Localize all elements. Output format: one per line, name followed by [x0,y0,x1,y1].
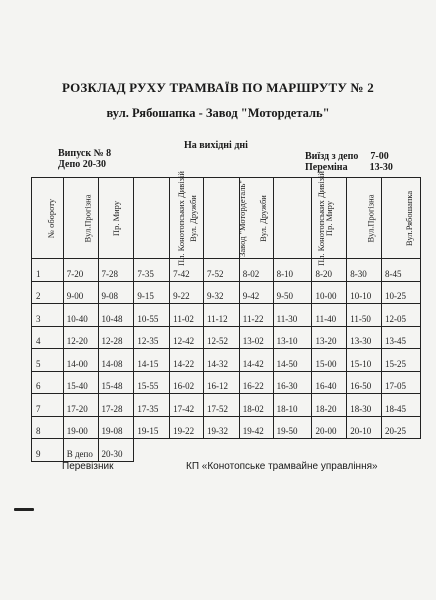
time-cell: 11-30 [273,304,312,327]
time-cell: 8-45 [382,259,421,282]
time-cell: 18-30 [347,394,382,417]
empty-cell [312,439,347,462]
time-cell: 7-35 [134,259,170,282]
time-cell: 10-10 [347,281,382,304]
time-cell: 16-40 [312,371,347,394]
empty-cell [239,439,273,462]
time-cell: 17-35 [134,394,170,417]
time-cell: 7-20 [63,259,98,282]
column-header [170,178,204,259]
time-cell: 20-00 [312,416,347,439]
table-row [32,259,421,282]
time-cell: 9-15 [134,281,170,304]
release-number: Випуск № 8 [58,148,112,159]
time-cell: 15-10 [347,349,382,372]
trip-number-cell: 4 [32,326,64,349]
time-cell: 13-45 [382,326,421,349]
time-cell: 19-15 [134,416,170,439]
time-cell: 9-22 [170,281,204,304]
empty-cell [273,439,312,462]
time-cell: 16-22 [239,371,273,394]
column-header-label: Вул. Дружби [187,195,198,242]
time-cell: 13-30 [347,326,382,349]
shift-change-label: Переміна [305,162,348,173]
column-header [203,178,247,259]
time-cell: 8-30 [347,259,382,282]
depot-exit-time: 7-00 [370,151,389,162]
column-header [32,178,64,259]
time-cell: 14-08 [98,349,134,372]
table-row [32,371,421,394]
time-cell: 12-52 [203,326,239,349]
column-header-label: Вул.Прогізна [365,194,376,243]
table-row [32,394,421,417]
time-cell: 17-42 [170,394,204,417]
column-header-label: Пр. Миру [110,200,121,237]
empty-cell [170,439,204,462]
release-depot: Депо 20-30 [58,159,107,170]
empty-cell [134,439,170,462]
empty-cell [382,439,421,462]
table-row [32,281,421,304]
time-cell: 10-25 [382,281,421,304]
time-cell: 9-32 [203,281,239,304]
column-header [273,171,326,266]
time-cell: 12-20 [63,326,98,349]
time-cell: 18-45 [382,394,421,417]
time-cell: 19-32 [203,416,239,439]
carrier-label: Перевізник [62,461,114,472]
time-cell: 16-02 [170,371,204,394]
shift-change-time: 13-30 [369,162,393,173]
column-header [347,178,382,259]
time-cell: 14-50 [273,349,312,372]
table-row [32,416,421,439]
depot-exit-label: Виїзд з депо [305,151,359,162]
time-cell: 14-32 [203,349,239,372]
time-cell: 9-08 [98,281,134,304]
time-cell: 7-42 [170,259,204,282]
time-cell: 18-02 [239,394,273,417]
table-header-row [32,178,421,259]
time-cell: 9-42 [239,281,273,304]
column-header-label: № обороту [46,198,57,239]
trip-number-cell: 9 [32,439,64,462]
column-header [134,171,187,266]
carrier-name: КП «Конотопське трамвайне управління» [186,461,378,472]
depot-info [305,151,393,173]
table-row [32,349,421,372]
depot-exit [305,151,393,162]
column-header-label: Пл. Конотопських Дивізій [315,171,326,266]
table-row [32,326,421,349]
time-cell: 17-52 [203,394,239,417]
time-cell: 11-40 [312,304,347,327]
time-cell: 7-52 [203,259,239,282]
time-cell: 8-20 [312,259,347,282]
time-cell: 9-00 [63,281,98,304]
trip-number-cell: 6 [32,371,64,394]
column-header-label: Пл. Конотопських Дивізій [176,171,187,266]
table-body [32,259,421,462]
column-header-label: Вул. Дружби [257,195,268,242]
time-cell: 8-10 [273,259,312,282]
trip-number-cell: 1 [32,259,64,282]
time-cell: В депо [63,439,98,462]
time-cell: 10-48 [98,304,134,327]
time-cell: 10-00 [312,281,347,304]
time-cell: 19-00 [63,416,98,439]
time-cell: 10-55 [134,304,170,327]
time-cell: 16-12 [203,371,239,394]
time-cell: 19-08 [98,416,134,439]
time-cell: 20-10 [347,416,382,439]
column-header-label: Завод "Мотордеталь" [236,180,247,257]
time-cell: 12-28 [98,326,134,349]
time-cell: 8-02 [239,259,273,282]
time-cell: 13-20 [312,326,347,349]
time-cell: 11-02 [170,304,204,327]
trip-number-cell: 5 [32,349,64,372]
time-cell: 15-00 [312,349,347,372]
time-cell: 16-30 [273,371,312,394]
table-row [32,304,421,327]
time-cell: 20-30 [98,439,134,462]
empty-cell [347,439,382,462]
time-cell: 14-42 [239,349,273,372]
empty-cell [203,439,239,462]
column-header [98,178,134,259]
trip-number-cell: 3 [32,304,64,327]
time-cell: 11-12 [203,304,239,327]
time-cell: 12-05 [382,304,421,327]
time-cell: 18-10 [273,394,312,417]
time-cell: 14-22 [170,349,204,372]
trip-number-cell: 7 [32,394,64,417]
column-header-label: Вул.Прогізна [82,194,93,243]
time-cell: 14-15 [134,349,170,372]
time-cell: 17-05 [382,371,421,394]
release-info [58,148,111,170]
time-cell: 13-02 [239,326,273,349]
time-cell: 15-55 [134,371,170,394]
time-cell: 17-20 [63,394,98,417]
column-header [382,178,421,259]
time-cell: 20-25 [382,416,421,439]
time-cell: 19-50 [273,416,312,439]
table-row [32,439,421,462]
time-cell: 15-25 [382,349,421,372]
time-cell: 12-35 [134,326,170,349]
time-cell: 13-10 [273,326,312,349]
day-type: На вихідні дні [184,140,248,151]
route-subtitle: вул. Рябошапка - Завод "Мотордеталь" [106,106,330,120]
page-title: РОЗКЛАД РУХУ ТРАМВАЇВ ПО МАРШРУТУ № 2 [62,80,374,95]
trip-number-cell: 8 [32,416,64,439]
column-header-label: Вул.Рябошапка [404,190,415,247]
time-cell: 17-28 [98,394,134,417]
time-cell: 9-50 [273,281,312,304]
time-cell: 18-20 [312,394,347,417]
time-cell: 12-42 [170,326,204,349]
time-cell: 19-42 [239,416,273,439]
time-cell: 11-50 [347,304,382,327]
time-cell: 16-50 [347,371,382,394]
time-cell: 10-40 [63,304,98,327]
schedule-table [31,171,421,462]
time-cell: 15-40 [63,371,98,394]
time-cell: 14-00 [63,349,98,372]
trip-number-cell: 2 [32,281,64,304]
column-header-label: Пр. Миру [324,200,335,237]
time-cell: 15-48 [98,371,134,394]
column-header [63,178,98,259]
time-cell: 7-28 [98,259,134,282]
time-cell: 19-22 [170,416,204,439]
scan-mark [14,508,34,511]
time-cell: 11-22 [239,304,273,327]
